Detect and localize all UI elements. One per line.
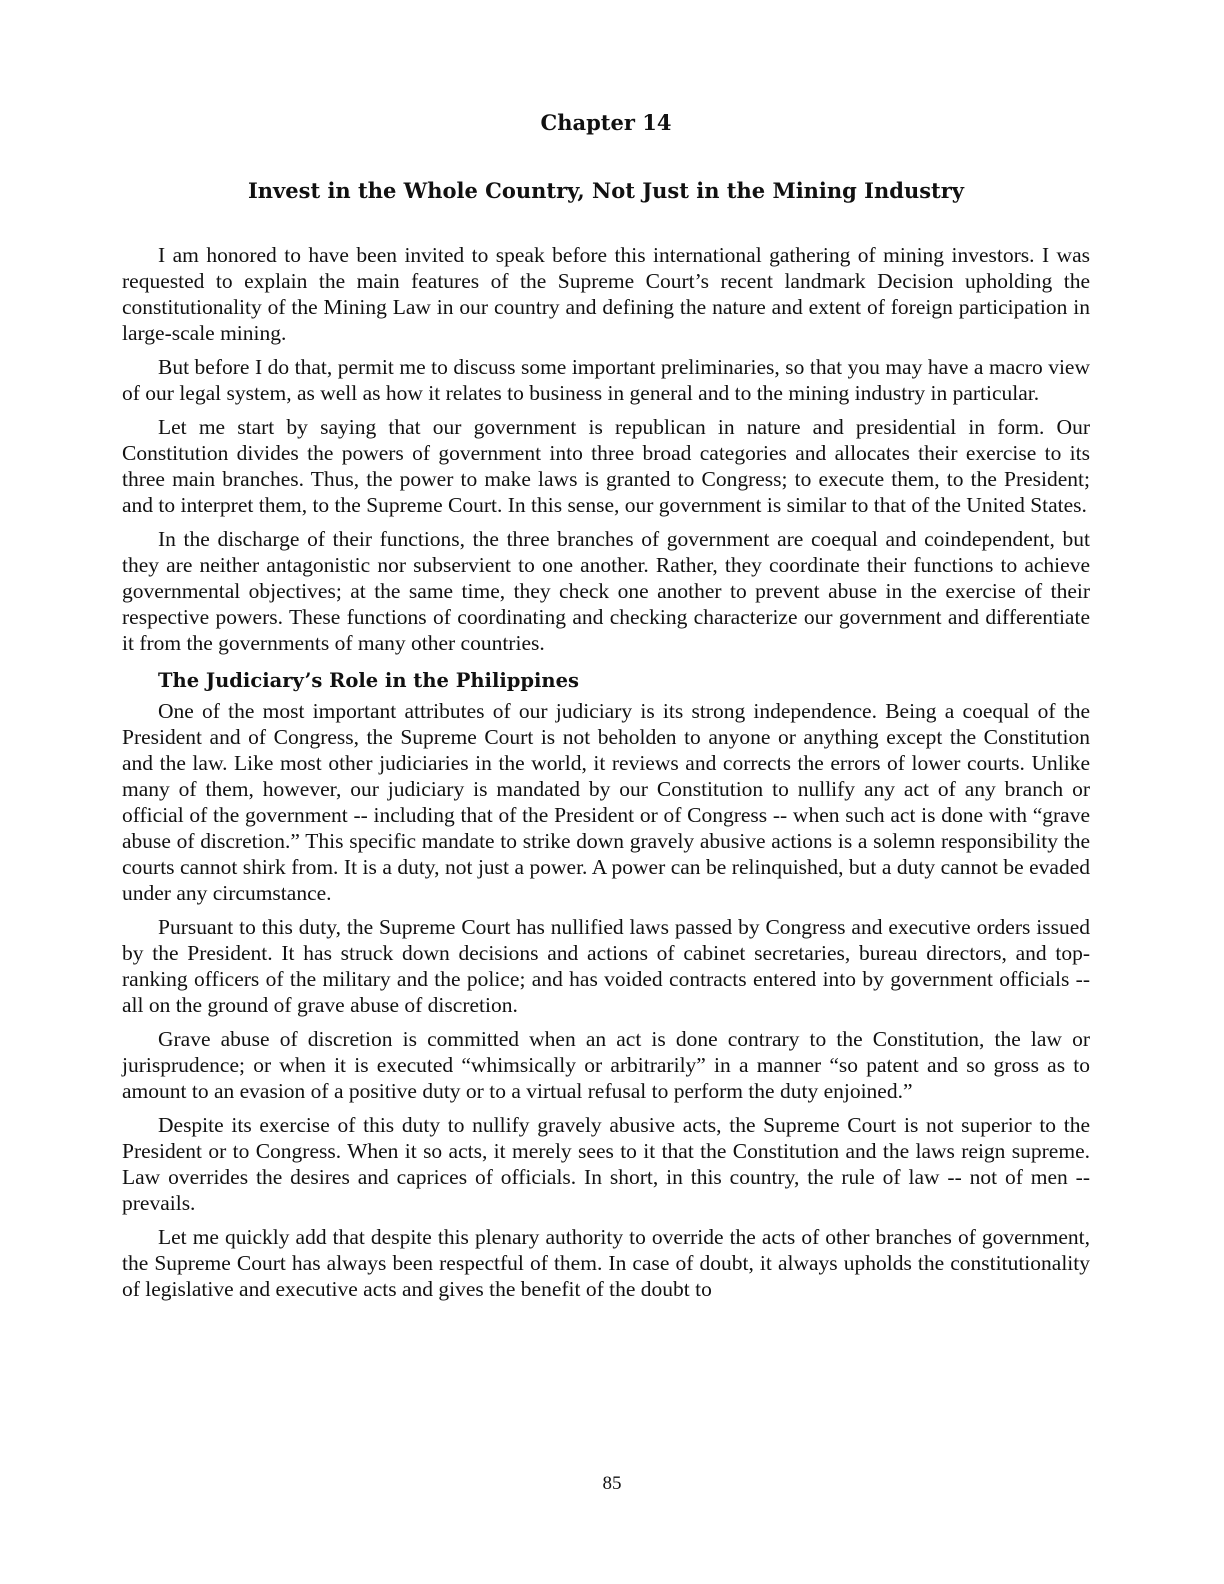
paragraph: One of the most important attributes of our judiciary is its strong independence. Being a coequal of the President and of Congress, the Supreme Court is not beholden to anyone or anything except the Constitution and the law. Like most other judiciaries in the world, it reviews and corrects the errors of lower courts. Unlike many of them, however, our judiciary is mandated by our Constitution to nullify any act of any branch or official of the government -- including that of the President or of Congress -- when such act is done with “grave abuse of discretion.” This specific mandate to strike down gravely abusive actions is a solemn responsibility the courts cannot shirk from. It is a duty, not just a power. A power can be relinquished, but a duty cannot be evaded under any circumstance. [122,699,1090,905]
paragraph: Grave abuse of discretion is committed when an act is done contrary to the Constitution, the law or jurisprudence; or when it is executed “whimsically or arbitrarily” in a manner “so patent and so gross as to amount to an evasion of a positive duty or to a virtual refusal to perform the duty enjoined.” [122,1027,1090,1103]
page-number: 85 [602,1473,622,1494]
chapter-label: Chapter 14 [540,110,672,135]
paragraph: Let me quickly add that despite this plenary authority to override the acts of other branches of government, the Supreme Court has always been respectful of them. In case of doubt, it always upholds the constitutionality of legislative and executive acts and gives the benefit of the doubt to [122,1225,1090,1301]
paragraph: I am honored to have been invited to speak before this international gathering of mining investors. I was requested to explain the main features of the Supreme Court’s recent landmark Decision upholding the constitutionality of the Mining Law in our country and defining the nature and extent of foreign participation in large-scale mining. [122,243,1090,345]
paragraph: Let me start by saying that our government is republican in nature and presidential in form. Our Constitution divides the powers of government into three broad categories and allocates their exercise to its three main branches. Thus, the power to make laws is granted to Congress; to execute them, to the President; and to interpret them, to the Supreme Court. In this sense, our government is similar to that of the United States. [122,415,1090,517]
paragraph: In the discharge of their functions, the three branches of government are coequal and coindependent, but they are neither antagonistic nor subservient to one another. Rather, they coordinate their functions to achieve governmental objectives; at the same time, they check one another to prevent abuse in the exercise of their respective powers. These functions of coordinating and checking characterize our government and differentiate it from the governments of many other countries. [122,527,1090,655]
chapter-title: Invest in the Whole Country, Not Just in the Mining Industry [247,178,965,203]
page-content [122,108,1090,1310]
section-heading: The Judiciary’s Role in the Philippines [158,669,579,692]
body-text [122,242,1090,1302]
paragraph: But before I do that, permit me to discuss some important preliminaries, so that you may have a macro view of our legal system, as well as how it relates to business in general and to the mining industry in particular. [122,355,1090,405]
paragraph: Pursuant to this duty, the Supreme Court has nullified laws passed by Congress and executive orders issued by the President. It has struck down decisions and actions of cabinet secretaries, bureau directors, and top-ranking officers of the military and the police; and has voided contracts entered into by government officials -- all on the ground of grave abuse of discretion. [122,915,1090,1017]
paragraph: Despite its exercise of this duty to nullify gravely abusive acts, the Supreme Court is not superior to the President or to Congress. When it so acts, it merely sees to it that the Constitution and the laws reign supreme. Law overrides the desires and caprices of officials. In short, in this country, the rule of law -- not of men -- prevails. [122,1113,1090,1215]
